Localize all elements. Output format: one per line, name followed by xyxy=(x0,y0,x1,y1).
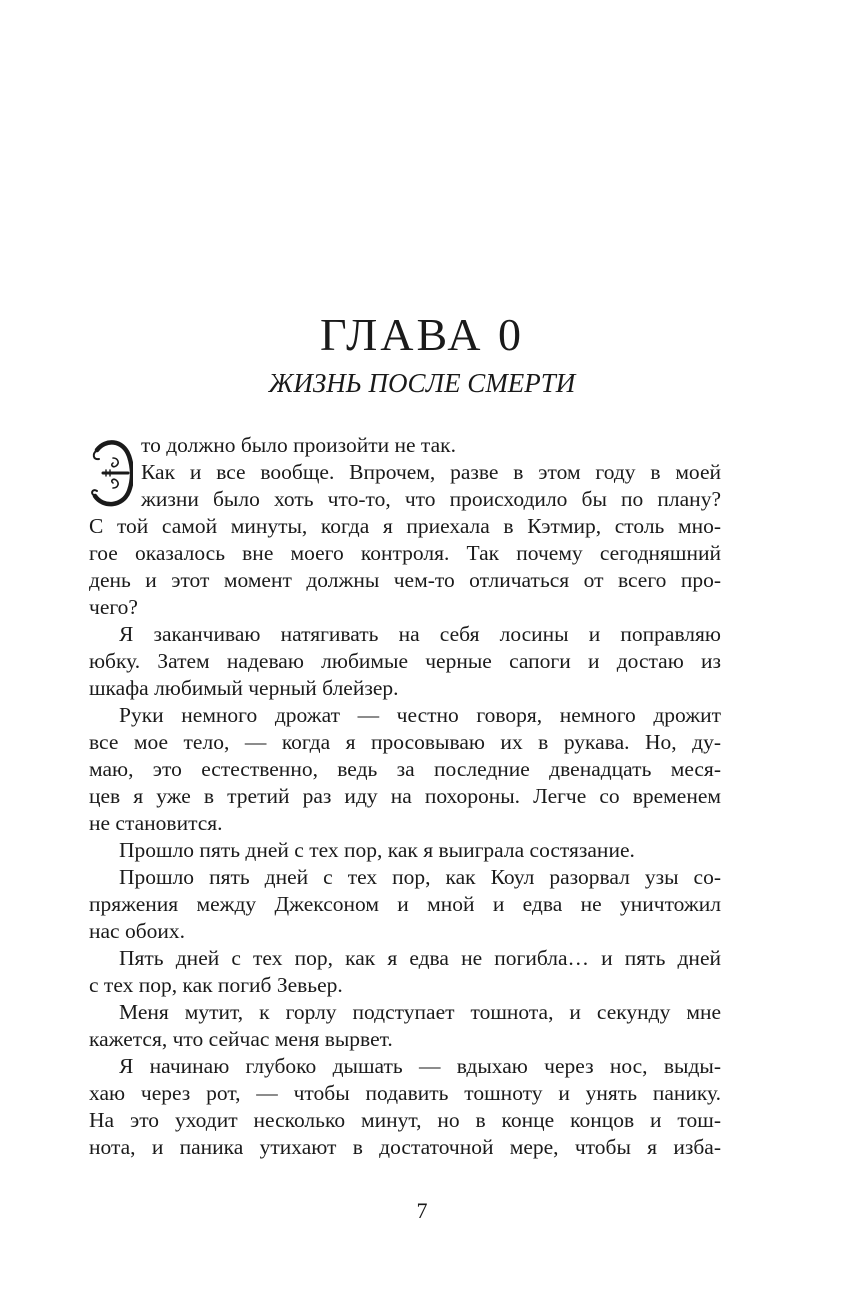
text-line: жизни было хоть что-то, что происходило бы по плану? xyxy=(141,487,721,511)
page-number: 7 xyxy=(416,1198,428,1223)
text-line: С той самой минуты, когда я приехала в Кэтмир, столь мно- xyxy=(89,514,721,538)
text-line: Я начинаю глубоко дышать — вдыхаю через нос, выды- xyxy=(119,1054,721,1078)
text-line: с тех пор, как погиб Зевьер. xyxy=(89,973,343,997)
text-line: шкафа любимый черный блейзер. xyxy=(89,676,399,700)
text-line: день и этот момент должны чем-то отличаться от всего про- xyxy=(89,568,721,592)
text-line: чего? xyxy=(89,595,138,619)
chapter-subtitle: ЖИЗНЬ ПОСЛЕ СМЕРТИ xyxy=(268,368,576,398)
text-line: юбку. Затем надеваю любимые черные сапоги и достаю из xyxy=(89,649,721,673)
text-line: пряжения между Джексоном и мной и едва не уничтожил xyxy=(89,892,721,916)
text-line: хаю через рот, — чтобы подавить тошноту и унять панику. xyxy=(89,1081,721,1105)
text-line: кажется, что сейчас меня вырвет. xyxy=(89,1027,393,1051)
text-line: маю, это естественно, ведь за последние двенадцать меся- xyxy=(89,757,721,781)
text-line: Я заканчиваю натягивать на себя лосины и поправляю xyxy=(119,622,721,646)
text-line: Прошло пять дней с тех пор, как Коул разорвал узы со- xyxy=(119,865,721,889)
text-line: Пять дней с тех пор, как я едва не погибла… и пять дней xyxy=(119,946,721,970)
text-line: все мое тело, — когда я просовываю их в рукава. Но, ду- xyxy=(89,730,721,754)
text-line: нас обоих. xyxy=(89,919,186,943)
text-line: На это уходит несколько минут, но в конце концов и тош- xyxy=(89,1108,721,1132)
body-text xyxy=(89,432,721,1161)
text-line: Как и все вообще. Впрочем, разве в этом году в моей xyxy=(141,460,721,484)
text-line: Прошло пять дней с тех пор, как я выиграла состязание. xyxy=(119,838,635,862)
text-line: не становится. xyxy=(89,811,223,835)
text-line: Меня мутит, к горлу подступает тошнота, и секунду мне xyxy=(119,1000,721,1024)
text-line: нота, и паника утихают в достаточной мере, чтобы я изба- xyxy=(89,1135,721,1159)
text-line: то должно было произойти не так. xyxy=(141,433,456,457)
text-line: цев я уже в третий раз иду на похороны. Легче со временем xyxy=(89,784,721,808)
text-line: Руки немного дрожат — честно говоря, немного дрожит xyxy=(119,703,721,727)
chapter-title: ГЛАВА 0 xyxy=(319,309,525,360)
text-line: гое оказалось вне моего контроля. Так почему сегодняшний xyxy=(89,541,721,565)
